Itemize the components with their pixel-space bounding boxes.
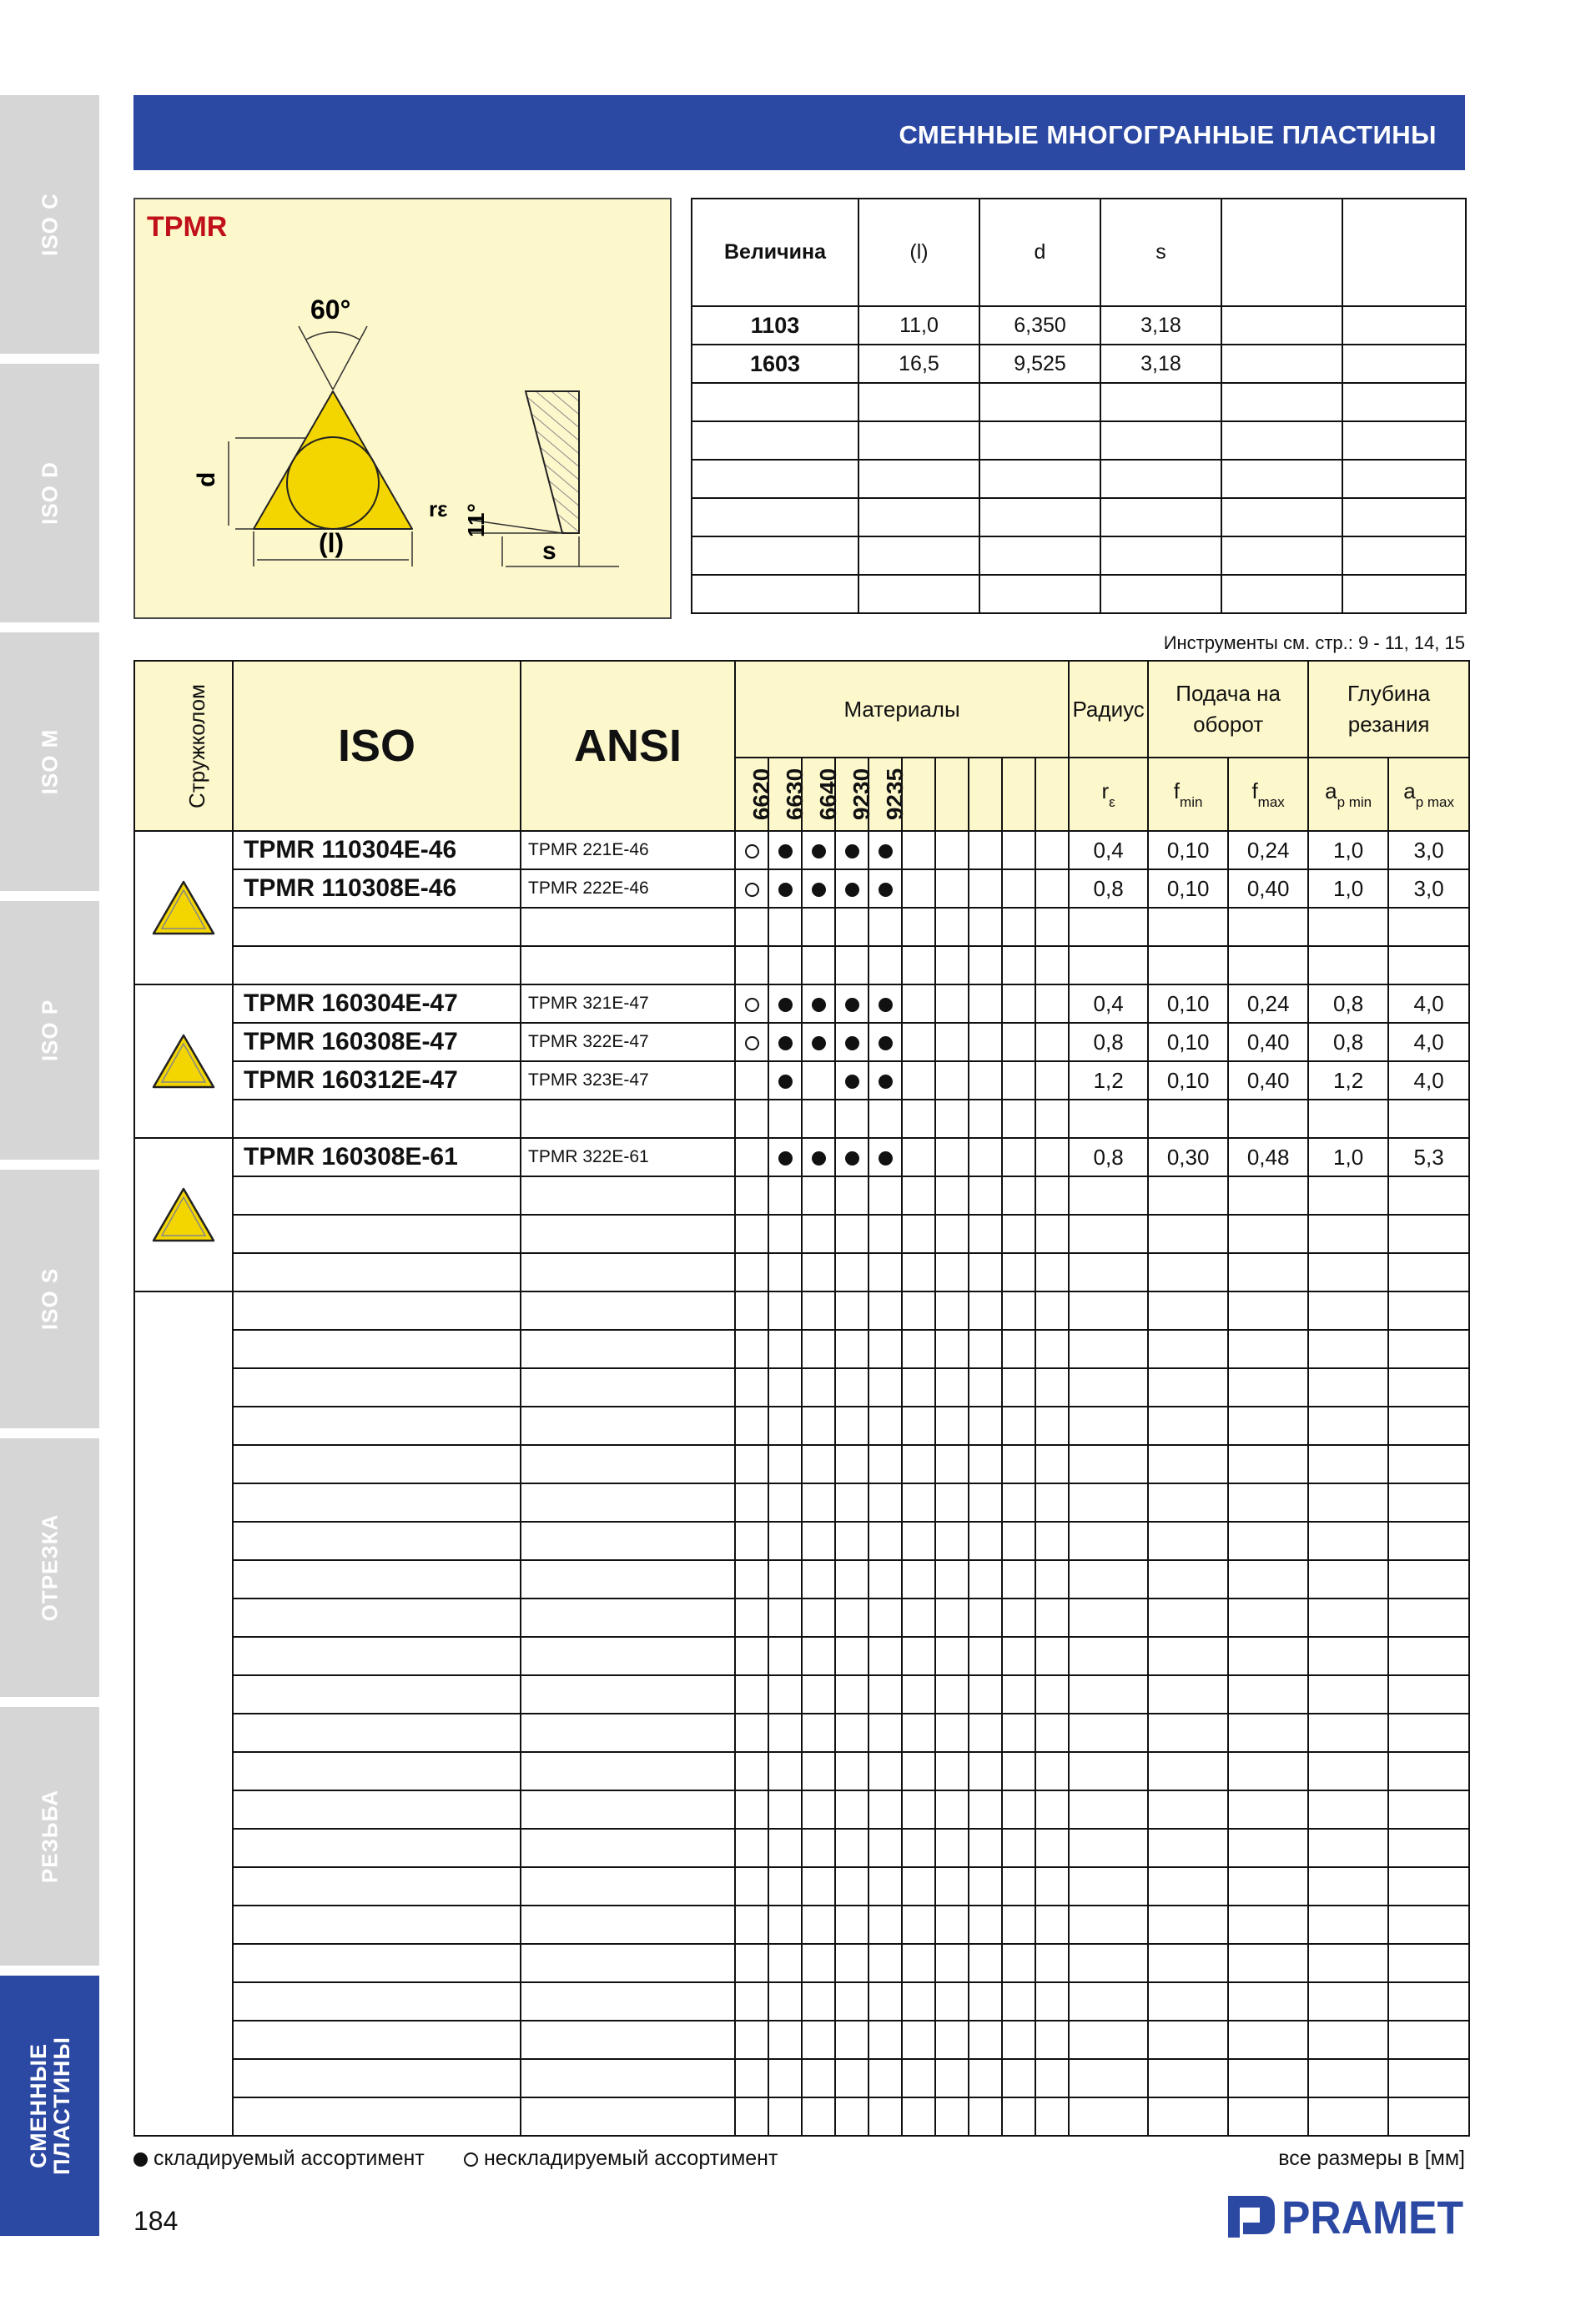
open-dot-icon — [745, 844, 759, 858]
chipbreaker-cell — [134, 984, 233, 1138]
open-dot-icon — [745, 998, 759, 1012]
filled-dot-icon — [845, 1036, 859, 1050]
empty-row — [134, 1752, 1469, 1790]
filled-dot-icon — [812, 844, 826, 858]
pramet-logo-icon — [1226, 2191, 1468, 2241]
empty-row — [134, 1599, 1469, 1637]
page-title: СМЕННЫЕ МНОГОГРАННЫЕ ПЛАСТИНЫ — [899, 120, 1437, 149]
dim-header-size: Величина — [692, 199, 858, 306]
empty-row — [134, 1829, 1469, 1867]
value-r: 0,4 — [1069, 831, 1148, 869]
iso-code: TPMR 110304E-46 — [233, 831, 521, 869]
symbol-r: $r_\varepsilon$ — [1069, 758, 1148, 831]
svg-text:rε: rε — [429, 496, 448, 521]
material-availability — [768, 984, 802, 1023]
empty-row — [134, 1944, 1469, 1982]
chipbreaker-cell — [134, 831, 233, 984]
empty-row — [134, 946, 1469, 984]
iso-code: TPMR 160304E-47 — [233, 984, 521, 1023]
filled-dot-icon — [845, 883, 859, 897]
table-row — [134, 984, 1469, 1023]
material-availability — [768, 1023, 802, 1061]
value-fmax: 0,40 — [1228, 1061, 1308, 1100]
page-header — [133, 95, 1465, 170]
iso-code: TPMR 110308E-46 — [233, 869, 521, 908]
table-row — [134, 869, 1469, 908]
value-fmin: 0,30 — [1148, 1138, 1228, 1176]
insert-drawing — [133, 198, 672, 619]
value-fmax: 0,24 — [1228, 984, 1308, 1023]
chipbreaker-triangle-icon — [150, 1032, 217, 1090]
svg-text:11°: 11° — [463, 503, 489, 537]
symbol-apmin: $a_{p min}$ — [1308, 758, 1388, 831]
filled-dot-icon — [812, 883, 826, 897]
material-availability — [835, 1138, 868, 1176]
filled-dot-icon — [879, 1075, 893, 1089]
page-number: 184 — [133, 2206, 179, 2236]
empty-row — [134, 1560, 1469, 1599]
material-availability — [735, 831, 768, 869]
value-amax: 4,0 — [1388, 984, 1469, 1023]
header-ansi: ANSI — [521, 661, 735, 831]
header-iso: ISO — [233, 661, 521, 831]
value-r: 0,8 — [1069, 869, 1148, 908]
empty-row — [134, 1291, 1469, 1330]
header-materials: Материалы — [735, 661, 1069, 758]
filled-dot-icon — [812, 1036, 826, 1050]
empty-row — [134, 1675, 1469, 1714]
empty-row — [134, 2059, 1469, 2097]
filled-dot-icon — [845, 998, 859, 1012]
material-availability — [735, 1023, 768, 1061]
iso-code: TPMR 160312E-47 — [233, 1061, 521, 1100]
open-dot-icon — [745, 1036, 759, 1050]
material-availability — [735, 984, 768, 1023]
material-code: 9230 — [835, 758, 868, 831]
symbol-fmax: $f_{max}$ — [1228, 758, 1308, 831]
material-availability — [802, 1138, 835, 1176]
empty-row — [134, 1176, 1469, 1215]
filled-dot-icon — [778, 883, 793, 897]
ansi-code: TPMR 222E-46 — [521, 869, 735, 908]
tools-reference-note: Инструменты см. стр.: 9 - 11, 14, 15 — [1163, 632, 1465, 653]
material-availability — [768, 1138, 802, 1176]
value-fmin: 0,10 — [1148, 984, 1228, 1023]
empty-row — [134, 1982, 1469, 2021]
value-r: 0,8 — [1069, 1138, 1148, 1176]
material-availability — [768, 1061, 802, 1100]
empty-row — [134, 1330, 1469, 1368]
ansi-code: TPMR 323E-47 — [521, 1061, 735, 1100]
filled-dot-icon — [879, 844, 893, 858]
value-amax: 5,3 — [1388, 1138, 1469, 1176]
table-row: 1103 11,0 6,350 3,18 — [692, 306, 1466, 345]
filled-dot-icon — [778, 998, 793, 1012]
table-row: 1603 16,5 9,525 3,18 — [692, 345, 1466, 383]
svg-text:(l): (l) — [319, 528, 345, 558]
material-availability — [802, 1061, 835, 1100]
value-fmin: 0,10 — [1148, 831, 1228, 869]
value-fmax: 0,40 — [1228, 1023, 1308, 1061]
filled-dot-icon — [133, 2152, 148, 2167]
chipbreaker-triangle-icon — [150, 1186, 217, 1244]
svg-text:PRAMET: PRAMET — [1281, 2191, 1463, 2241]
material-code: 6640 — [802, 758, 835, 831]
material-availability — [868, 869, 902, 908]
symbol-fmin: $f_{min}$ — [1148, 758, 1228, 831]
legend-nonstocked: нескладируемый ассортимент — [464, 2147, 778, 2171]
material-availability — [768, 831, 802, 869]
empty-row — [134, 1368, 1469, 1407]
iso-code: TPMR 160308E-47 — [233, 1023, 521, 1061]
value-fmin: 0,10 — [1148, 1061, 1228, 1100]
value-r: 0,8 — [1069, 1023, 1148, 1061]
filled-dot-icon — [879, 1151, 893, 1166]
insert-geometry-diagram — [135, 199, 670, 617]
material-availability — [835, 1061, 868, 1100]
material-availability — [868, 1138, 902, 1176]
empty-row — [134, 1253, 1469, 1291]
open-dot-icon — [464, 2152, 478, 2167]
filled-dot-icon — [879, 1036, 893, 1050]
insert-grades-table — [133, 660, 1470, 2137]
side-tab-iso-s[interactable]: ISO S — [0, 1170, 99, 1428]
material-code: 6620 — [735, 758, 768, 831]
filled-dot-icon — [778, 1151, 793, 1166]
material-availability — [802, 984, 835, 1023]
filled-dot-icon — [879, 883, 893, 897]
value-amin: 1,0 — [1308, 869, 1388, 908]
ansi-code: TPMR 321E-47 — [521, 984, 735, 1023]
side-tab-iso-m[interactable]: ISO M — [0, 632, 99, 891]
material-availability — [835, 984, 868, 1023]
chipbreaker-cell — [134, 1138, 233, 1291]
empty-row — [134, 1445, 1469, 1483]
header-depth: Глубина резания — [1308, 661, 1469, 758]
pramet-logo — [1226, 2191, 1468, 2245]
side-tab-rezba[interactable]: РЕЗЬБА — [0, 1707, 99, 1966]
dim-header-s: s — [1100, 199, 1221, 306]
empty-row — [134, 1407, 1469, 1445]
empty-row — [134, 1714, 1469, 1752]
filled-dot-icon — [778, 1036, 793, 1050]
material-availability — [768, 869, 802, 908]
header-feed: Подача на оборот — [1148, 661, 1308, 758]
material-availability — [735, 869, 768, 908]
table-row — [134, 1061, 1469, 1100]
empty-row — [134, 1637, 1469, 1675]
value-r: 0,4 — [1069, 984, 1148, 1023]
open-dot-icon — [745, 883, 759, 897]
ansi-code: TPMR 322E-61 — [521, 1138, 735, 1176]
header-radius: Радиус — [1069, 661, 1148, 758]
value-amax: 3,0 — [1388, 831, 1469, 869]
empty-row — [134, 1906, 1469, 1944]
value-amin: 1,0 — [1308, 1138, 1388, 1176]
material-availability — [868, 984, 902, 1023]
value-amin: 1,0 — [1308, 831, 1388, 869]
empty-row — [134, 1790, 1469, 1829]
material-availability — [802, 1023, 835, 1061]
drawing-title: TPMR — [147, 211, 228, 243]
value-amin: 0,8 — [1308, 1023, 1388, 1061]
material-availability — [835, 869, 868, 908]
dim-header-d: d — [979, 199, 1100, 306]
filled-dot-icon — [845, 1075, 859, 1089]
filled-dot-icon — [812, 998, 826, 1012]
material-availability — [802, 831, 835, 869]
dim-header-l: (l) — [858, 199, 979, 306]
side-tab-iso-d[interactable]: ISO D — [0, 364, 99, 622]
side-tab-iso-p[interactable]: ISO P — [0, 901, 99, 1160]
legend-stocked: складируемый ассортимент — [133, 2147, 425, 2171]
empty-row — [134, 1100, 1469, 1138]
value-fmax: 0,48 — [1228, 1138, 1308, 1176]
units-note: все размеры в [мм] — [1278, 2147, 1465, 2170]
value-fmin: 0,10 — [1148, 1023, 1228, 1061]
symbol-apmax: $a_{p max}$ — [1388, 758, 1469, 831]
filled-dot-icon — [845, 1151, 859, 1166]
table-row — [134, 1023, 1469, 1061]
side-tab-inserts[interactable]: СМЕННЫЕ ПЛАСТИНЫ — [0, 1976, 99, 2236]
value-fmax: 0,40 — [1228, 869, 1308, 908]
header-chipbreaker: Стружколом — [134, 661, 233, 831]
svg-text:s: s — [542, 537, 556, 565]
material-code: 9235 — [868, 758, 902, 831]
material-availability — [835, 831, 868, 869]
empty-row — [134, 1483, 1469, 1522]
empty-row — [134, 1522, 1469, 1560]
table-row — [134, 1138, 1469, 1176]
filled-dot-icon — [778, 1075, 793, 1089]
chipbreaker-cell — [134, 1291, 233, 2136]
iso-code: TPMR 160308E-61 — [233, 1138, 521, 1176]
material-availability — [868, 831, 902, 869]
material-availability — [835, 1023, 868, 1061]
ansi-code: TPMR 322E-47 — [521, 1023, 735, 1061]
svg-text:d: d — [193, 471, 220, 487]
material-availability — [735, 1138, 768, 1176]
value-r: 1,2 — [1069, 1061, 1148, 1100]
table-row — [134, 831, 1469, 869]
value-fmin: 0,10 — [1148, 869, 1228, 908]
value-amax: 3,0 — [1388, 869, 1469, 908]
side-tab-otrezka[interactable]: ОТРЕЗКА — [0, 1438, 99, 1697]
dimension-table — [691, 198, 1467, 614]
chipbreaker-triangle-icon — [150, 879, 217, 937]
empty-row — [134, 908, 1469, 946]
filled-dot-icon — [812, 1151, 826, 1166]
value-amin: 1,2 — [1308, 1061, 1388, 1100]
empty-row — [134, 1215, 1469, 1253]
value-fmax: 0,24 — [1228, 831, 1308, 869]
value-amin: 0,8 — [1308, 984, 1388, 1023]
material-code: 6630 — [768, 758, 802, 831]
empty-row — [134, 1867, 1469, 1906]
material-availability — [868, 1023, 902, 1061]
side-tab-iso-c[interactable]: ISO C — [0, 95, 99, 354]
empty-row — [134, 2021, 1469, 2059]
filled-dot-icon — [778, 844, 793, 858]
material-availability — [802, 869, 835, 908]
value-amax: 4,0 — [1388, 1023, 1469, 1061]
ansi-code: TPMR 221E-46 — [521, 831, 735, 869]
svg-text:60°: 60° — [310, 295, 351, 325]
material-availability — [868, 1061, 902, 1100]
filled-dot-icon — [879, 998, 893, 1012]
filled-dot-icon — [845, 844, 859, 858]
value-amax: 4,0 — [1388, 1061, 1469, 1100]
material-availability — [735, 1061, 768, 1100]
empty-row — [134, 2097, 1469, 2136]
